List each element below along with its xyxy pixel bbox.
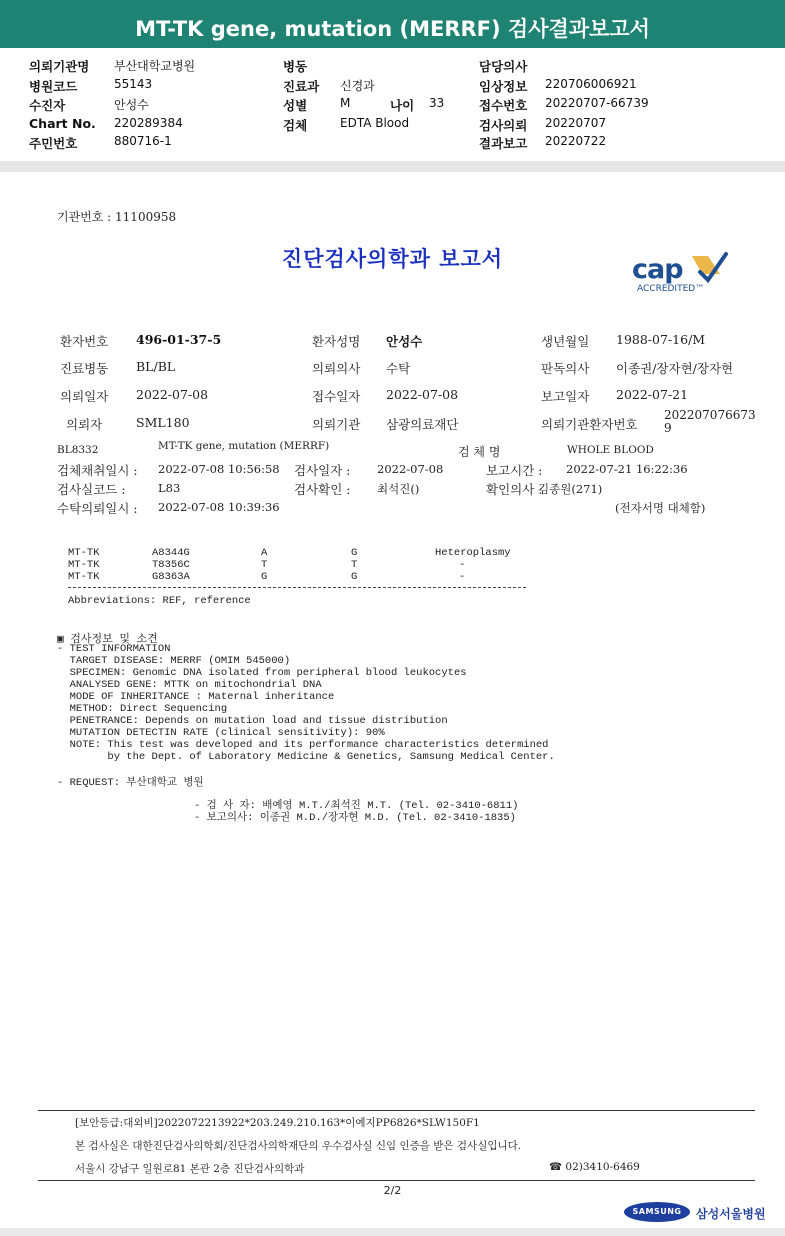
patient-value-name: 안성수 (386, 334, 423, 349)
header-label-ward: 병동 (283, 59, 308, 74)
hospital-name: 삼성서울병원 (696, 1207, 766, 1221)
result-row-note: - (459, 559, 466, 571)
patient-label-reading-doctor: 판독의사 (541, 361, 590, 376)
header-label-patient: 수진자 (29, 98, 66, 113)
header-label-clinical-info: 임상정보 (479, 79, 528, 94)
patient-value-inst-patient-no-line2: 9 (664, 421, 672, 435)
header-value-department: 신경과 (340, 79, 375, 93)
test-info-line: MUTATION DETECTIN RATE (clinical sensitivity): 90% (57, 727, 385, 739)
result-row-ref: T (261, 559, 268, 571)
patient-label-inst-patient-no: 의뢰기관환자번호 (541, 417, 638, 432)
samsung-logo: SAMSUNG (624, 1202, 690, 1222)
result-row-gene: MT-TK (68, 559, 100, 571)
report-title: 진단검사의학과 보고서 (281, 246, 504, 271)
info-heading: ▣ 검사정보 및 소견 (57, 634, 158, 646)
lab-code-label: 검사실코드 : (57, 482, 126, 497)
staff-reporter: - 보고의사: 이종권 M.D./장자현 M.D. (Tel. 02-3410-1835) (194, 812, 516, 824)
patient-value-requester: SML180 (136, 415, 190, 430)
collection-time-value: 2022-07-08 10:56:58 (158, 462, 280, 476)
confirm-doctor-value: 김종원(271) (538, 482, 603, 496)
header-value-specimen: EDTA Blood (340, 116, 410, 130)
test-confirm-value: 최석진() (377, 482, 420, 496)
page-number: 2/2 (383, 1184, 402, 1197)
test-info-line: ANALYSED GENE: MTTK on mitochondrial DNA (57, 679, 322, 691)
test-date-label: 검사일자 : (294, 463, 351, 478)
lab-code-value: L83 (158, 481, 181, 495)
header-value-request-date: 20220707 (545, 116, 607, 130)
patient-label-req-doctor: 의뢰의사 (312, 361, 361, 376)
electronic-signature-note: (전자서명 대체함) (615, 501, 706, 515)
patient-value-report-date: 2022-07-21 (616, 387, 689, 402)
footer-top-rule (38, 1110, 755, 1111)
patient-value-inst-patient-no-line1: 202207076673 (664, 408, 756, 422)
test-info-line: by the Dept. of Laboratory Medicine & Genetics, Samsung Medical Center. (57, 751, 555, 763)
patient-value-req-institution: 삼광의료재단 (386, 417, 459, 432)
header-label-sex: 성별 (283, 98, 308, 113)
result-row-result: T (351, 559, 358, 571)
page-title: MT-TK gene, mutation (MERRF) 검사결과보고서 (135, 17, 650, 41)
institution-number: 기관번호 : 11100958 (57, 210, 177, 224)
result-row-variant: T8356C (152, 559, 190, 571)
header-value-chart-no: 220289384 (114, 116, 183, 130)
title-bar (0, 0, 785, 48)
patient-label-report-date: 보고일자 (541, 389, 590, 404)
patient-label-req-date: 의뢰일자 (60, 389, 109, 404)
result-row-note: Heteroplasmy (435, 547, 511, 559)
test-info-line: - TEST INFORMATION (57, 643, 171, 655)
report-time-value: 2022-07-21 16:22:36 (566, 462, 688, 476)
header-value-report-date: 20220722 (545, 134, 607, 148)
header-value-hospital-code: 55143 (114, 77, 153, 91)
patient-value-id: 496-01-37-5 (136, 332, 222, 347)
bottom-band (0, 1228, 785, 1236)
patient-label-birth: 생년월일 (541, 334, 590, 349)
header-value-sex: M (340, 96, 351, 110)
header-label-specimen: 검체 (283, 118, 308, 133)
certification-line: 본 검사실은 대한진단검사의학회/진단검사의학재단의 우수검사실 신임 인증을 받은 검사실입니다. (75, 1140, 522, 1152)
patient-value-reading-doctor: 이종권/장자현/장자현 (616, 361, 734, 376)
staff-tester: - 검 사 자: 배예영 M.T./최석진 M.T. (Tel. 02-3410-6811) (194, 800, 519, 812)
patient-value-birth: 1988-07-16/M (616, 332, 706, 347)
request-line: - REQUEST: 부산대학교 병원 (57, 777, 204, 789)
test-info-line: NOTE: This test was developed and its performance characteristics determined (57, 739, 549, 751)
patient-value-req-date: 2022-07-08 (136, 387, 209, 402)
footer-bottom-rule (38, 1180, 755, 1181)
header-value-receipt-no: 20220707-66739 (545, 96, 649, 110)
test-info-line: TARGET DISEASE: MERRF (OMIM 545000) (57, 655, 291, 667)
result-row-variant: A8344G (152, 547, 190, 559)
test-info-line: MODE OF INHERITANCE : Maternal inheritance (57, 691, 335, 703)
phone-line: ☎ 02)3410-6469 (549, 1161, 640, 1173)
test-date-value: 2022-07-08 (377, 462, 444, 476)
patient-label-ward: 진료병동 (60, 361, 109, 376)
patient-label-requester: 의뢰자 (66, 417, 103, 432)
patient-label-id: 환자번호 (60, 334, 109, 349)
consignment-time-label: 수탁의뢰일시 : (57, 501, 138, 516)
patient-value-ward: BL/BL (136, 359, 176, 374)
header-value-patient: 안성수 (114, 98, 149, 112)
cap-logo (630, 250, 730, 296)
header-label-chart-no: Chart No. (29, 116, 96, 131)
result-row-gene: MT-TK (68, 571, 100, 583)
test-confirm-label: 검사확인 : (294, 482, 351, 497)
patient-label-recv-date: 접수일자 (312, 389, 361, 404)
header-label-receipt-no: 접수번호 (479, 98, 528, 113)
patient-label-req-institution: 의뢰기관 (312, 417, 361, 432)
header-value-institution: 부산대학교병원 (114, 59, 196, 73)
test-code: BL8332 (57, 444, 99, 456)
abbreviations: Abbreviations: REF, reference (68, 595, 251, 607)
header-value-age: 33 (429, 96, 445, 110)
header-label-resident-no: 주민번호 (29, 136, 78, 151)
confirm-doctor-label: 확인의사 : (486, 482, 543, 497)
specimen-value: WHOLE BLOOD (567, 444, 654, 456)
specimen-label: 검 체 명 (458, 445, 501, 459)
patient-value-recv-date: 2022-07-08 (386, 387, 459, 402)
test-name: MT-TK gene, mutation (MERRF) (158, 440, 330, 452)
test-info-line: SPECIMEN: Genomic DNA isolated from peripheral blood leukocytes (57, 667, 467, 679)
result-row-note: - (459, 571, 466, 583)
header-value-resident-no: 880716-1 (114, 134, 172, 148)
collection-time-label: 검체채취일시 : (57, 463, 138, 478)
header-separator (0, 161, 785, 172)
patient-label-name: 환자성명 (312, 334, 361, 349)
result-row-result: G (351, 571, 358, 583)
header-label-institution: 의뢰기관명 (29, 59, 90, 74)
header-label-doctor: 담당의사 (479, 59, 528, 74)
report-time-label: 보고시간 : (486, 463, 543, 478)
header-value-clinical-info: 220706006921 (545, 77, 637, 91)
results-divider (68, 587, 526, 588)
result-row-ref: G (261, 571, 268, 583)
result-row-result: G (351, 547, 358, 559)
cap-logo-accredited: ACCREDITED™ (637, 284, 705, 294)
result-row-ref: A (261, 547, 268, 559)
cap-logo-word: cap (632, 254, 683, 285)
consignment-time-value: 2022-07-08 10:39:36 (158, 500, 280, 514)
result-row-variant: G8363A (152, 571, 190, 583)
address-line: 서울시 강남구 일원로81 본관 2층 진단검사의학과 (75, 1163, 305, 1175)
test-info-line: PENETRANCE: Depends on mutation load and tissue distribution (57, 715, 448, 727)
header-label-request-date: 검사의뢰 (479, 118, 528, 133)
header-label-hospital-code: 병원코드 (29, 79, 78, 94)
test-info-line: METHOD: Direct Sequencing (57, 703, 228, 715)
header-label-report-date: 결과보고 (479, 136, 528, 151)
header-label-department: 진료과 (283, 79, 320, 94)
security-line: [보안등급:대외비]2022072213922*203.249.210.163*이예지PP6826*SLW150F1 (75, 1117, 480, 1129)
patient-value-req-doctor: 수탁 (386, 361, 411, 376)
result-row-gene: MT-TK (68, 547, 100, 559)
header-label-age: 나이 (390, 98, 415, 113)
